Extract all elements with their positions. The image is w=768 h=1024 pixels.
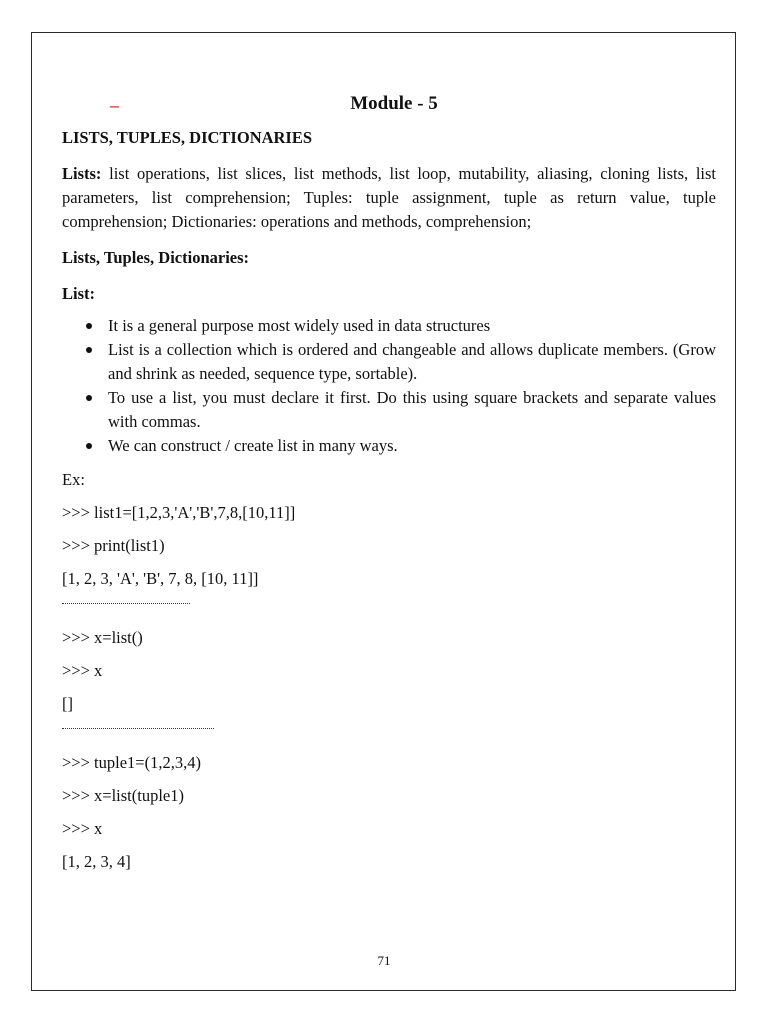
code-line: >>> list1=[1,2,3,'A','B',7,8,[10,11]]: [62, 503, 296, 522]
code-line: >>> x=list(tuple1): [62, 786, 185, 805]
section-title: LISTS, TUPLES, DICTIONARIES: [62, 128, 313, 147]
code-line: >>> x: [62, 819, 103, 838]
list-item: [62, 314, 716, 338]
bullet-icon: [86, 443, 92, 449]
list-heading: List:: [62, 284, 95, 303]
code-output: []: [62, 694, 73, 713]
bullet-list: [62, 314, 716, 458]
list-item: [62, 386, 716, 434]
code-output: [1, 2, 3, 'A', 'B', 7, 8, [10, 11]]: [62, 569, 259, 588]
red-marker: –: [110, 95, 119, 115]
bullet-text: To use a list, you must declare it first. Do this using square brackets and separate values with commas.: [108, 388, 716, 431]
intro-paragraph: [62, 162, 716, 234]
bullet-text: We can construct / create list in many ways.: [108, 436, 398, 455]
subheading: Lists, Tuples, Dictionaries:: [62, 248, 250, 267]
bullet-icon: [86, 323, 92, 329]
intro-label: Lists:: [62, 164, 102, 183]
code-line: >>> x: [62, 661, 103, 680]
list-item: [62, 434, 716, 458]
code-line: >>> tuple1=(1,2,3,4): [62, 753, 201, 772]
code-line: >>> print(list1): [62, 536, 165, 555]
code-output: [1, 2, 3, 4]: [62, 852, 131, 871]
bullet-icon: [86, 395, 92, 401]
page-number: 71: [377, 953, 391, 968]
dotted-separator: [62, 728, 214, 729]
bullet-text: It is a general purpose most widely used in data structures: [108, 316, 491, 335]
intro-text: list operations, list slices, list methods, list loop, mutability, aliasing, cloning lists, list parameters, list comprehension; Tuples: tuple assignment, tuple as return value, tuple comprehension; Dictionaries: operations and methods, comprehension;: [62, 164, 716, 231]
bullet-icon: [86, 347, 92, 353]
document-body: [62, 92, 716, 883]
module-title: Module - 5: [350, 93, 438, 114]
code-line: >>> x=list(): [62, 628, 143, 647]
list-item: [62, 338, 716, 386]
dotted-separator: [62, 603, 190, 604]
bullet-text: List is a collection which is ordered and changeable and allows duplicate members. (Grow and shrink as needed, sequence type, sortable).: [108, 340, 716, 383]
example-label: Ex:: [62, 470, 85, 489]
